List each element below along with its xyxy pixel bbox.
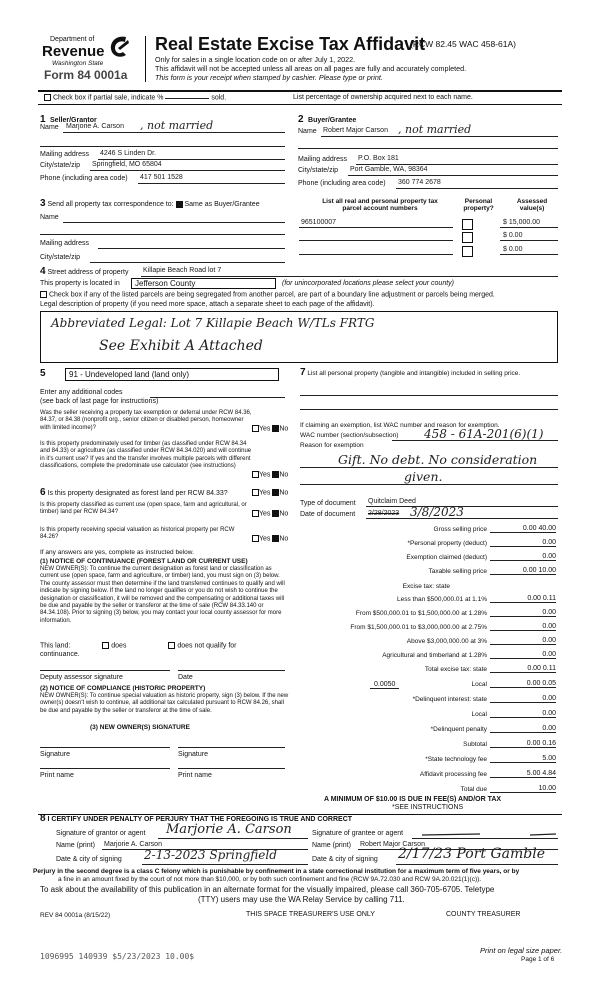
doc-date-label: Date of document bbox=[300, 511, 356, 518]
fee-value-penalty[interactable]: 0.00 bbox=[490, 725, 556, 733]
fee-label-interest-state: *Delinquent interest: state bbox=[412, 696, 487, 703]
form-revision: REV 84 0001a (8/15/22) bbox=[40, 912, 111, 919]
fee-label-affidavit: Affidavit processing fee bbox=[419, 771, 487, 778]
section5-num: 5 bbox=[40, 368, 46, 379]
cashier-stamp: 1096995 140939 $5/23/2023 10.00$ bbox=[40, 952, 195, 961]
fee-label-penalty: *Delinquent penalty bbox=[430, 726, 487, 733]
section3-city-label: City/state/zip bbox=[40, 254, 81, 261]
buyer-city-label: City/state/zip bbox=[298, 167, 339, 174]
fee-label-excise-state: Excise tax: state bbox=[402, 583, 450, 590]
exemption-question: Was the seller receiving a property tax exemption or deferral under RCW 84.36, 84.37, or 84.38 (nonprofit org., senior citizen or disabled person, homeowner with limited income)? bbox=[40, 410, 252, 431]
alt-format-notice-1: To ask about the availability of this publication in an alternate format for the visually impaired, please call 360-705-6705. Teletype bbox=[40, 885, 495, 894]
form-title-ref: (RCW 82.45 WAC 458-61A) bbox=[410, 39, 516, 49]
historic-no-checkbox[interactable] bbox=[272, 535, 279, 542]
forest-question: 6 Is this property designated as forest land per RCW 84.33? bbox=[40, 487, 228, 498]
timber-yes-checkbox[interactable] bbox=[252, 471, 259, 478]
notice2-title: (2) NOTICE OF COMPLIANCE (HISTORIC PROPERTY) bbox=[40, 685, 206, 692]
additional-codes-label: Enter any additional codes bbox=[40, 389, 123, 396]
fee-value-gross[interactable]: 0.00 40.00 bbox=[490, 525, 556, 533]
dor-swoosh-icon bbox=[108, 34, 130, 60]
header-sub2: This affidavit will not be accepted unless all areas on all pages are fully and accurately completed. bbox=[155, 64, 467, 73]
fee-value-tier4[interactable]: 0.00 bbox=[490, 637, 556, 645]
fee-value-tier3[interactable]: 0.00 bbox=[490, 623, 556, 631]
grantor-name-field[interactable]: Marjorie A. Carson bbox=[104, 841, 162, 848]
answers-note: If any answers are yes, complete as instructed below. bbox=[40, 549, 194, 556]
see-instructions-note: *SEE INSTRUCTIONS bbox=[392, 804, 464, 811]
header-divider bbox=[145, 36, 146, 82]
minimum-due-note: A MINIMUM OF $10.00 IS DUE IN FEE(S) AND/OR TAX bbox=[324, 796, 502, 803]
header-sub1: Only for sales in a single location code on or after July 1, 2022. bbox=[155, 55, 356, 64]
buyer-name-handwritten: , not married bbox=[398, 123, 472, 136]
fee-value-technology[interactable]: 5.00 bbox=[490, 755, 556, 763]
legal-description-label: Legal description of property (if you need more space, attach a separate sheet to each page of the affidavit). bbox=[40, 301, 375, 308]
personal-header: Personal property? bbox=[463, 198, 494, 212]
fee-label-gross: Gross selling price bbox=[433, 526, 487, 533]
fee-label-technology: *State technology fee bbox=[425, 756, 487, 763]
grantor-name-label: Name (print) bbox=[56, 842, 95, 849]
fee-value-total[interactable]: 10.00 bbox=[490, 785, 556, 793]
perjury-notice-2: a fine in an amount fixed by the court of not more than $10,000, or by both such confinement and fine (RCW 9A.72.030 and RCW 9A.20.021(1)(c)). bbox=[58, 876, 482, 883]
fee-value-exemption[interactable]: 0.00 bbox=[490, 553, 556, 561]
alt-format-notice-2: (TTY) users may use the WA Relay Service by calling 711. bbox=[198, 895, 405, 904]
notice2-text: NEW OWNER(S): To continue special valuation as historic property, sign (3) below. If the new owner(s) doesn't wish to continue, all additional tax calculated pursuant to RCW 84.26, shall be due and payable by the seller or transferor at the time of sale. bbox=[40, 693, 289, 714]
form-title: Real Estate Excise Tax Affidavit bbox=[155, 34, 426, 54]
notice1-title: (1) NOTICE OF CONTINUANCE (FOREST LAND OR CURRENT USE) bbox=[40, 558, 248, 565]
fee-value-local[interactable]: 0.00 0.05 bbox=[490, 680, 556, 688]
fee-label-personal: *Personal property (deduct) bbox=[407, 540, 487, 547]
does-checkbox[interactable] bbox=[102, 642, 109, 649]
legal-handwritten-2: See Exhibit A Attached bbox=[99, 338, 263, 354]
grantee-name-field[interactable]: Robert Major Carson bbox=[360, 841, 425, 848]
fee-value-agricultural[interactable]: 0.00 bbox=[490, 651, 556, 659]
forest-no-checkbox[interactable] bbox=[272, 489, 279, 496]
wac-handwritten[interactable]: 458 - 61A-201(6)(1) bbox=[424, 427, 544, 441]
grantee-name-label: Name (print) bbox=[312, 842, 351, 849]
fee-label-agricultural: Agricultural and timberland at 1.28% bbox=[382, 652, 487, 659]
historic-question: Is this property receiving special valuation as historical property per RCW 84.26? bbox=[40, 527, 235, 541]
section3-label: 3 Send all property tax correspondence to: Same as Buyer/Grantee bbox=[40, 198, 260, 209]
current-use-no-checkbox[interactable] bbox=[272, 510, 279, 517]
grantee-date-city-label: Date & city of signing bbox=[312, 856, 378, 863]
seller-phone-field[interactable]: 417 501 1528 bbox=[140, 174, 183, 181]
seller-phone-label: Phone (including area code) bbox=[40, 175, 128, 182]
timber-question: Is this property predominately used for timber (as classified under RCW 84.34 and 84.33) or agriculture (as classified under RCW 84.34.020) and will continue in it's current use? If yes and the transfer involves multiple parcels with different classifications, complete the predominate use calculator (see instructions) bbox=[40, 441, 252, 470]
fee-value-affidavit[interactable]: 5.00 4.84 bbox=[490, 770, 556, 778]
fee-label-tier3: From $1,500,000.01 to $3,000,000.00 at 2.75% bbox=[350, 624, 487, 631]
partial-sale-row bbox=[44, 94, 226, 101]
form-number: Form 84 0001a bbox=[44, 68, 128, 82]
new-owner-signature-1: Signature bbox=[40, 751, 70, 758]
partial-sold-label: sold. bbox=[211, 94, 227, 102]
parcel-number-1[interactable]: 965100007 bbox=[301, 219, 337, 226]
fee-value-interest-local[interactable]: 0.00 bbox=[490, 710, 556, 718]
new-owner-signature-2: Signature bbox=[178, 751, 208, 758]
same-as-buyer-checkbox[interactable] bbox=[176, 201, 183, 208]
grantor-date-city-label: Date & city of signing bbox=[56, 856, 122, 863]
exemption-claim-label: If claiming an exemption, list WAC number and reason for exemption. bbox=[300, 422, 500, 429]
current-use-yes-checkbox[interactable] bbox=[252, 510, 259, 517]
historic-answer: Yes No bbox=[252, 535, 288, 542]
deputy-signature-label: Deputy assessor signature bbox=[40, 674, 123, 681]
rule-top bbox=[38, 90, 562, 92]
grantor-signature[interactable]: Marjorie A. Carson bbox=[166, 822, 292, 837]
historic-yes-checkbox[interactable] bbox=[252, 535, 259, 542]
street-address-row: 4 Street address of property bbox=[40, 266, 129, 277]
ownership-note: List percentage of ownership acquired next to each name. bbox=[293, 94, 473, 101]
treasurer-use-label: THIS SPACE TREASURER'S USE ONLY bbox=[246, 911, 375, 918]
doc-date-handwritten: 3/8/2023 bbox=[410, 505, 464, 519]
buyer-mailing-label: Mailing address bbox=[298, 156, 348, 163]
buyer-heading: 2 Buyer/Grantee bbox=[298, 114, 357, 125]
grantor-date-city[interactable]: 2-13-2023 Springfield bbox=[144, 848, 277, 862]
does-not-checkbox[interactable] bbox=[168, 642, 175, 649]
fee-label-tier4: Above $3,000,000.00 at 3% bbox=[406, 638, 487, 645]
county-treasurer-label: COUNTY TREASURER bbox=[446, 911, 521, 918]
fee-label-exemption: Exemption claimed (deduct) bbox=[406, 554, 487, 561]
seller-heading: 1 Seller/Grantor bbox=[40, 114, 97, 125]
exemption-no-checkbox[interactable] bbox=[272, 425, 279, 432]
grantor-signature-label: Signature of grantor or agent bbox=[56, 830, 146, 837]
fee-value-taxable[interactable]: 0.00 10.00 bbox=[490, 567, 556, 575]
local-rate: 0.0050 bbox=[370, 681, 399, 689]
fee-label-interest-local: Local bbox=[471, 711, 487, 718]
reason-handwritten-1[interactable]: Gift. No debt. No consideration bbox=[338, 452, 538, 467]
buyer-phone-label: Phone (including area code) bbox=[298, 180, 386, 187]
continuance-label: continuance. bbox=[40, 651, 80, 658]
personal-checkbox-1[interactable] bbox=[462, 219, 473, 230]
county-note: (for unincorporated locations please select your county) bbox=[282, 280, 454, 287]
legal-handwritten-1: Abbreviated Legal: Lot 7 Killapie Beach W/TLs FRTG bbox=[51, 316, 375, 330]
section3-mailing-label: Mailing address bbox=[40, 240, 90, 247]
assessed-header: Assessed value(s) bbox=[516, 198, 548, 212]
page-number: Page 1 of 6 bbox=[521, 956, 555, 963]
legal-paper-note: Print on legal size paper. bbox=[480, 946, 563, 955]
buyer-city-field[interactable]: Port Gamble, WA, 98364 bbox=[350, 166, 428, 173]
segregated-checkbox[interactable] bbox=[40, 291, 47, 298]
fee-value-interest-state[interactable]: 0.00 bbox=[490, 695, 556, 703]
assessed-value-2[interactable]: $ 0.00 bbox=[503, 232, 523, 239]
fee-value-total-excise[interactable]: 0.00 0.11 bbox=[490, 665, 556, 673]
seller-city-label: City/state/zip bbox=[40, 162, 81, 169]
timber-answer: Yes No bbox=[252, 471, 288, 478]
header-sub3: This form is your receipt when stamped by cashier. Please type or print. bbox=[155, 73, 383, 82]
forest-answer: Yes No bbox=[252, 489, 288, 496]
new-owner-print-1: Print name bbox=[40, 772, 74, 779]
fee-value-personal[interactable]: 0.00 bbox=[490, 539, 556, 547]
seller-mailing-label: Mailing address bbox=[40, 151, 90, 158]
fee-label-total-excise: Total excise tax: state bbox=[424, 666, 487, 673]
assessed-value-3[interactable]: $ 0.00 bbox=[503, 246, 523, 253]
this-land-row: This land: does does not qualify for bbox=[40, 642, 237, 650]
fee-value-tier1[interactable]: 0.00 0.11 bbox=[490, 595, 556, 603]
doc-date-field[interactable]: 2/28/2023 bbox=[368, 510, 400, 517]
reason-label: Reason for exemption bbox=[300, 442, 364, 449]
exemption-yes-checkbox[interactable] bbox=[252, 425, 259, 432]
doc-type-field[interactable]: Quitclaim Deed bbox=[368, 498, 416, 505]
fee-label-taxable: Taxable selling price bbox=[428, 568, 487, 575]
exemption-answer: Yes No bbox=[252, 425, 288, 432]
seller-name-handwritten: , not married bbox=[140, 119, 214, 132]
legal-description-box[interactable] bbox=[40, 311, 558, 363]
grantee-date-city[interactable]: 2/17/23 Port Gamble bbox=[398, 846, 545, 862]
buyer-phone-field[interactable]: 360 774 2678 bbox=[398, 179, 441, 186]
assessed-value-1[interactable]: $ 15,000.00 bbox=[503, 219, 540, 226]
county-select[interactable]: Jefferson County bbox=[131, 278, 276, 289]
fee-label-tier2: From $500,000.01 to $1,500,000.00 at 1.28% bbox=[355, 610, 487, 617]
reason-handwritten-2[interactable]: given. bbox=[404, 469, 443, 484]
fee-label-total: Total due bbox=[460, 786, 487, 793]
dept-line3: Washington State bbox=[52, 60, 104, 67]
rule-partial bbox=[38, 104, 562, 105]
seller-name-label: Name bbox=[40, 124, 59, 131]
buyer-mailing-field[interactable]: P.O. Box 181 bbox=[358, 155, 399, 162]
dept-line1: Department of bbox=[50, 36, 95, 43]
new-owner-print-2: Print name bbox=[178, 772, 212, 779]
forest-yes-checkbox[interactable] bbox=[252, 489, 259, 496]
buyer-name-label: Name bbox=[298, 128, 317, 135]
buyer-name-field[interactable]: Robert Major Carson bbox=[323, 127, 388, 134]
located-in-label: This property is located in bbox=[40, 280, 120, 287]
fee-label-local: Local bbox=[471, 681, 487, 688]
fee-value-tier2[interactable]: 0.00 bbox=[490, 609, 556, 617]
timber-no-checkbox[interactable] bbox=[272, 471, 279, 478]
current-use-question: Is this property classified as current use (open space, farm and agricultural, or timber) land per RCW 84.34? bbox=[40, 502, 247, 516]
parcel-header: List all real and personal property tax parcel account numbers bbox=[322, 198, 438, 212]
grantee-signature-mark bbox=[420, 826, 560, 840]
perjury-notice-1: Perjury in the second degree is a class C felony which is punishable by confinement in a state correctional institution for a maximum term of five years, or by bbox=[33, 868, 520, 875]
personal-checkbox-2[interactable] bbox=[462, 232, 473, 243]
dept-line2: Revenue bbox=[42, 43, 105, 60]
fee-value-subtotal[interactable]: 0.00 0.16 bbox=[490, 740, 556, 748]
fee-label-subtotal: Subtotal bbox=[463, 741, 487, 748]
fee-label-tier1: Less than $500,000.01 at 1.1% bbox=[397, 596, 487, 603]
seller-mailing-field[interactable]: 4246 S Linden Dr. bbox=[100, 150, 157, 157]
notice1-text: NEW OWNER(S): To continue the current designation as forest land or classification as current use (open space, farm and agriculture, or timber) land, you must sign on (3) below. The county assessor must then determine if the land transferred continues to qualify and will indicate by signing below. If the land no longer qualifies or you do not wish to continue the designation or classification, it will be removed and the compensating or additional taxes will be due and payable by the seller or transferor at the time of sale (RCW 84.33.140 or 84.34.108). Prior to signing (3) below, you may contact your local county assessor for more information. bbox=[40, 566, 285, 624]
wac-label: WAC number (section/subsection) bbox=[300, 432, 399, 439]
deputy-date-label: Date bbox=[178, 674, 193, 681]
doc-type-label: Type of document bbox=[300, 500, 356, 507]
new-owner-signature-title: (3) NEW OWNER(S) SIGNATURE bbox=[90, 724, 190, 731]
partial-sale-checkbox[interactable] bbox=[44, 94, 51, 101]
partial-sale-label: Check box if partial sale, indicate % bbox=[52, 94, 164, 102]
segregated-row: Check box if any of the listed parcels are being segregated from another parcel, are part of a boundary line adjustment or parcels being merged. bbox=[40, 291, 495, 298]
section3-name-label: Name bbox=[40, 214, 59, 221]
street-address-field[interactable]: Killapie Beach Road lot 7 bbox=[143, 267, 222, 274]
grantee-signature-label: Signature of grantee or agent bbox=[312, 830, 404, 837]
personal-checkbox-3[interactable] bbox=[462, 246, 473, 257]
additional-codes-note: (see back of last page for instructions) bbox=[40, 398, 159, 405]
personal-property-label: 7 List all personal property (tangible and intangible) included in selling price. bbox=[300, 367, 521, 378]
certify-statement: 8 I CERTIFY UNDER PENALTY OF PERJURY THAT THE FOREGOING IS TRUE AND CORRECT bbox=[40, 813, 353, 824]
seller-name-field[interactable]: Marjorie A. Carson bbox=[66, 123, 124, 130]
seller-city-field[interactable]: Springfield, MO 65804 bbox=[92, 161, 162, 168]
current-use-answer: Yes No bbox=[252, 510, 288, 517]
land-use-select[interactable]: 91 - Undeveloped land (land only) bbox=[65, 368, 279, 381]
